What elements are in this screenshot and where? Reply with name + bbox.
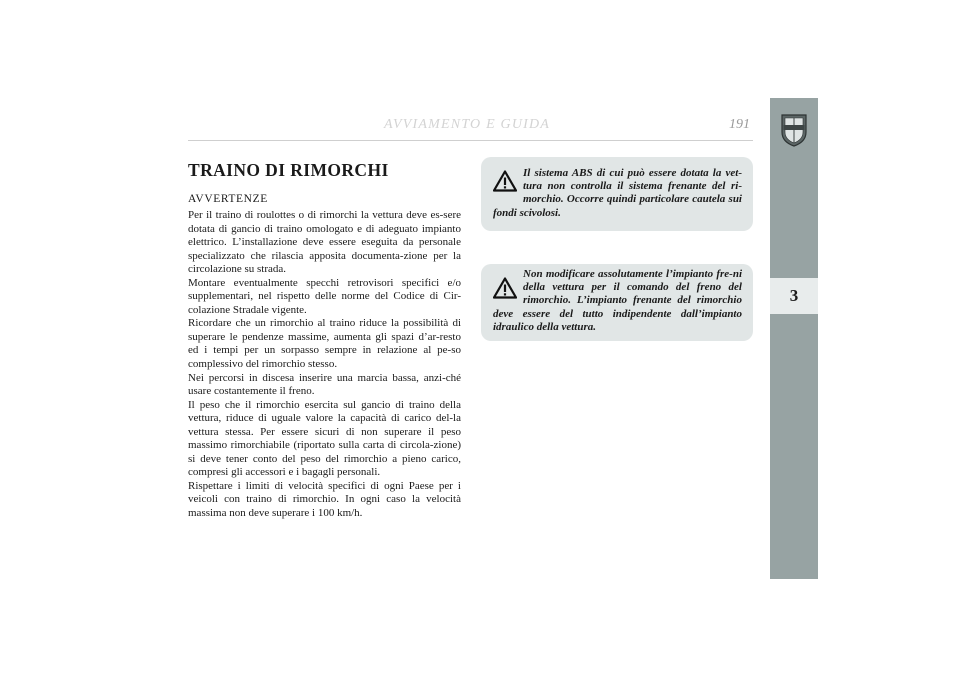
section-title: TRAINO DI RIMORCHI <box>188 160 389 180</box>
warning-text: Il sistema ABS di cui può essere dotata la vet-tura non controlla il sistema frenante del ri-morchio. Occorre quindi particolare cautela sui fondi scivolosi. <box>493 167 742 219</box>
paragraph: Montare eventualmente specchi retrovisori specifici e/o supplementari, nel rispetto delle norme del Codice di Cir-colazione Stradale vigente. <box>188 276 461 316</box>
warning-box-brakes <box>481 264 753 341</box>
lancia-shield-logo-icon <box>780 112 808 148</box>
warning-text: Non modificare assolutamente l’impianto fre-ni della vettura per il comando del freno del rimorchio. L’impianto frenante del rimorchio deve essere del tutto indipendente dall’impianto idraulico della vettura. <box>493 268 742 333</box>
subheading: AVVERTENZE <box>188 193 268 205</box>
running-header-title: AVVIAMENTO E GUIDA <box>384 117 551 132</box>
body-text <box>188 209 461 521</box>
paragraph: Ricordare che un rimorchio al traino riduce la possibilità di superare le pendenze massime, aumenta gli spazi d’ar-resto ed i tempi per un sorpasso sempre in relazione al pe-so complessivo del rimorchio stesso. <box>188 317 461 371</box>
warning-box-abs <box>481 157 753 231</box>
paragraph: Per il traino di roulottes o di rimorchi la vettura deve es-sere dotata di gancio di traino omologato e di adeguato impianto elettrico. L’installazione deve essere eseguita da personale specializzato che rilascia apposita documenta-zione per la circolazione su strada. <box>188 209 461 276</box>
chapter-number: 3 <box>770 278 818 314</box>
paragraph: Rispettare i limiti di velocità specifici di ogni Paese per i veicoli con traino di rimorchio. In ogni caso la velocità massima non deve superare i 100 km/h. <box>188 479 461 520</box>
page-number: 191 <box>729 117 750 132</box>
chapter-side-tab <box>770 98 818 579</box>
paragraph: Nei percorsi in discesa inserire una marcia bassa, anzi-ché usare costantemente il freno. <box>188 371 461 398</box>
header-divider <box>188 140 753 141</box>
paragraph: Il peso che il rimorchio esercita sul gancio di traino della vettura, riduce di uguale valore la capacità di carico del-la vettura stessa. Per essere sicuri di non superare il peso massimo rimorchiabile (riportato sulla carta di circola-zione) si deve tener conto del peso del rimorchio a pieno carico, compresi gli accessori e i bagagli personali. <box>188 398 461 479</box>
